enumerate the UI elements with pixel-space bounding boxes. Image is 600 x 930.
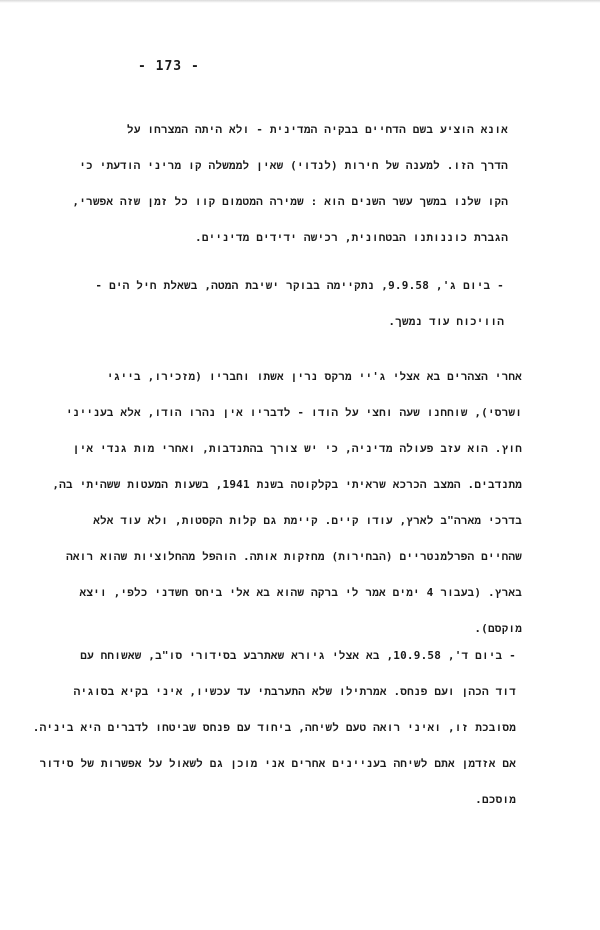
text-line: בארץ. (בעבור 4 ימים אמר לי ברקה שהוא בא אלי ביחס חשדני כלפי, ויצא (79, 586, 522, 599)
text-line: - ביום ג', 9.9.58, נתקיימה בבוקר ישיבת המטה, בשאלת חיל הים - (95, 279, 504, 292)
text-line: דוד הכהן ועם פנחס. אמרתילו שלא התערבתי עד עכשיו, איני בקיא בסוגיה (73, 685, 516, 698)
paragraph-4 (0, 646, 516, 826)
text-line: הוויכוח עוד נמשך. (388, 315, 504, 328)
text-line: חוץ. הוא עזב פעולה מדיניה, כי יש צורך בהתנדבות, ואחרי מות גנדי אין (72, 442, 522, 455)
text-line: מסובכת זו, ואיני רואה טעם לשיחה, ביחוד עם פנחס שביטחו לדברים היא ביניה. (32, 721, 516, 734)
text-line: אונא הוציע בשם הדחיים בבקיה המדינית - ולא היתה המצרחו על (126, 123, 508, 136)
scan-edge (0, 0, 600, 3)
text-line: אחרי הצהרים בא אצלי ג'יי מרקס נרין אשתו וחבריו (מזכירו, בייגי (106, 370, 522, 383)
paragraph-1 (68, 120, 508, 264)
text-line: שהחיים הפרלמנטריים (הבחירות) מחזקות אותה. הוהפל מהחלוציות שהוא רואה (66, 550, 522, 563)
page-number: - 173 - (138, 59, 200, 74)
text-line: הדרך הזו. למענה של חירות (לנדוי) שאין לממשלה קו מריני הודעתי כי (79, 159, 508, 172)
text-line: הקו שלנו במשך עשר השנים הוא : שמירה המטמום קוו כל זמן שזה אפשרי, (72, 195, 508, 208)
text-line: הגברת כוננותנו הבטחונית, רכישה ידידים מדיניים. (195, 231, 508, 244)
text-line: בדרכי מארה"ב לארץ, עודו קיים. קיימת גם קלות הקסטות, ולא עוד אלא (93, 514, 522, 527)
text-line: מתנדבים. המצב הכרכא שראיתי בקלקוטה בשנת 1941, בשעות המעטות ששהיתי בה, (52, 478, 522, 491)
text-line: אם אזדמן אתם לשיחה בעניינים אחרים אני מוכן גם לשאול על אפשרות של סידור (39, 757, 516, 770)
text-line: - ביום ד', 10.9.58, בא אצלי גיורא שאתרבע בסידורי סו"ב, שאשוחח עם (80, 649, 516, 662)
text-line: מוקסם). (474, 622, 522, 635)
paragraph-2 (74, 276, 504, 348)
text-line: מוסכם. (475, 793, 516, 806)
paragraph-3 (2, 367, 522, 655)
text-line: ושרסי), שוחחנו שעה וחצי על הודו - לדבריו אין נהרו הודו, אלא בענייני (65, 406, 522, 419)
